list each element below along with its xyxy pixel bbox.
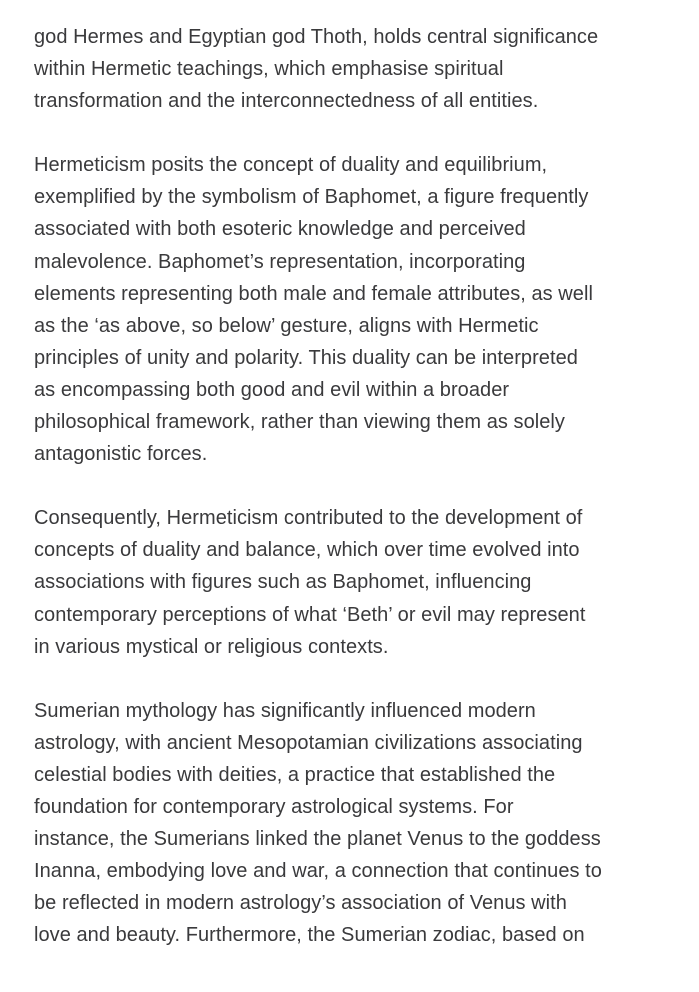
text-line: be reflected in modern astrology’s association of Venus with [34,892,567,915]
text-line: as the ‘as above, so below’ gesture, aligns with Hermetic [34,314,539,337]
text-line: principles of unity and polarity. This duality can be interpreted [34,346,578,369]
text-line: concepts of duality and balance, which over time evolved into [34,539,580,562]
paragraph-duality-baphomet [34,149,674,470]
text-line: within Hermetic teachings, which emphasise spiritual [34,58,504,81]
paragraph-hermes-thoth [34,21,674,117]
text-line: exemplified by the symbolism of Baphomet, a figure frequently [34,186,589,209]
text-line: malevolence. Baphomet’s representation, incorporating [34,250,526,273]
text-line: god Hermes and Egyptian god Thoth, holds central significance [34,26,599,48]
text-line: contemporary perceptions of what ‘Beth’ or evil may represent [34,603,586,626]
text-line: elements representing both male and female attributes, as well [34,282,593,305]
text-line: associations with figures such as Baphomet, influencing [34,571,532,594]
article-body [34,21,674,983]
text-line: Hermeticism posits the concept of duality and equilibrium, [34,154,548,177]
text-line: associated with both esoteric knowledge and perceived [34,218,526,241]
text-line: as encompassing both good and evil within a broader [34,378,510,401]
text-line: transformation and the interconnectedness of all entities. [34,90,539,113]
text-line: Consequently, Hermeticism contributed to the development of [34,507,583,530]
text-line: Inanna, embodying love and war, a connection that continues to [34,860,602,883]
text-line: celestial bodies with deities, a practice that established the [34,763,556,786]
text-line: foundation for contemporary astrological systems. For [34,795,514,818]
paragraph-sumerian-mythology [34,695,674,952]
text-line: in various mystical or religious contexts. [34,635,389,658]
text-line: love and beauty. Furthermore, the Sumerian zodiac, based on [34,924,585,947]
paragraph-consequently [34,502,674,662]
text-line: Sumerian mythology has significantly influenced modern [34,699,536,722]
text-line: instance, the Sumerians linked the planet Venus to the goddess [34,828,601,851]
text-line: astrology, with ancient Mesopotamian civilizations associating [34,731,583,754]
text-line: antagonistic forces. [34,443,208,466]
text-line: philosophical framework, rather than viewing them as solely [34,411,565,434]
